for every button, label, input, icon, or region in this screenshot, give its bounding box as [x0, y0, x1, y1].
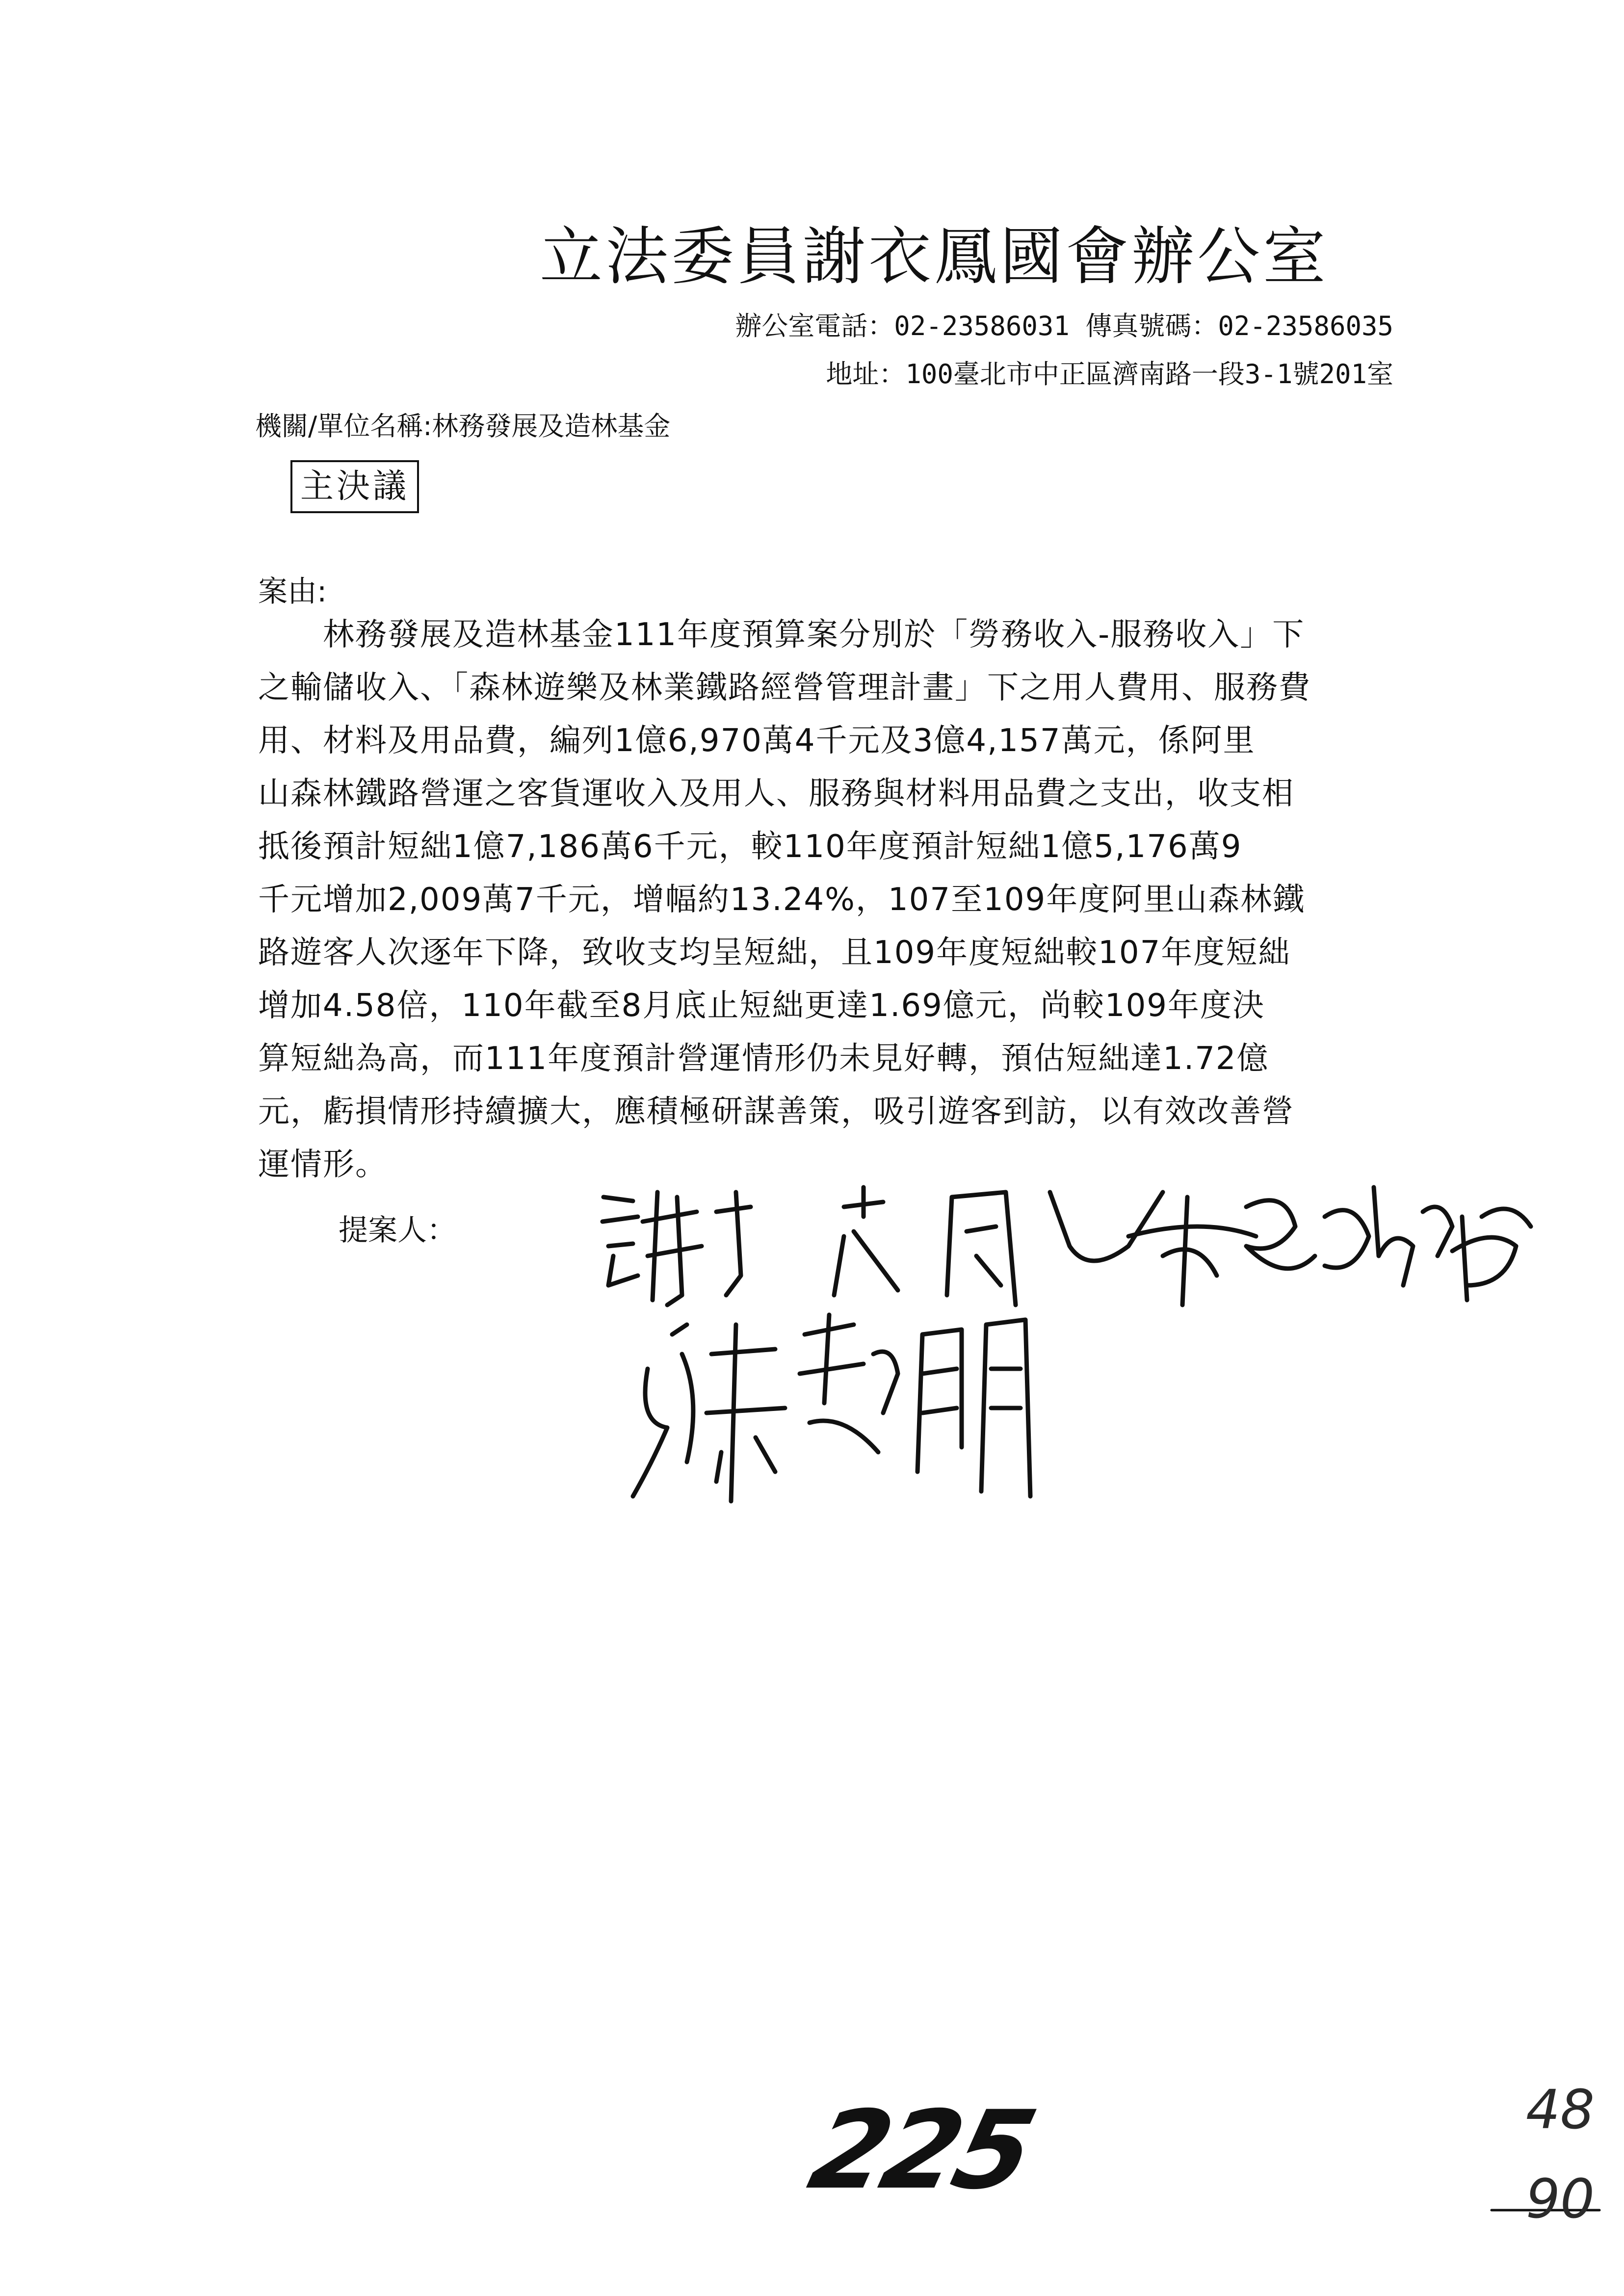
handwritten-corner-number-top: 48: [1526, 2078, 1595, 2141]
case-line: 抵後預計短絀1億7,186萬6千元，較110年度預計短絀1億5,176萬9: [258, 829, 1242, 865]
case-line: 路遊客人次逐年下降，致收支均呈短絀，且109年度短絀較107年度短絀: [258, 935, 1291, 971]
case-line: 元，虧損情形持續擴大，應積極研謀善策，吸引遊客到訪，以有效改善營: [258, 1094, 1294, 1130]
case-line: 增加4.58倍，110年截至8月底止短絀更達1.69億元，尚較109年度決: [258, 988, 1265, 1024]
handwritten-corner-number-struck: 90: [1526, 2167, 1595, 2230]
case-line: 千元增加2,009萬7千元，增幅約13.24%，107至109年度阿里山森林鐵: [258, 882, 1306, 918]
office-phone-fax: 辦公室電話：02-23586031 傳真號碼：02-23586035: [735, 311, 1393, 341]
handwritten-page-number: 225: [799, 2087, 1044, 2213]
decision-type-box: 主決議: [290, 460, 419, 513]
agency-name: 機關/單位名稱:林務發展及造林基金: [255, 411, 671, 442]
signature-1: [602, 1187, 1163, 1305]
case-line: 之輸儲收入、「森林遊樂及林業鐵路經營管理計畫」下之用人費用、服務費: [258, 670, 1311, 706]
case-line: 用、材料及用品費，編列1億6,970萬4千元及3億4,157萬元，係阿里: [258, 723, 1256, 759]
case-line: 算短絀為高，而111年度預計營運情形仍未見好轉，預估短絀達1.72億: [258, 1041, 1269, 1077]
case-heading: 案由:: [258, 574, 327, 609]
signature-2: [1128, 1187, 1531, 1305]
office-title: 立法委員謝衣鳳國會辦公室: [540, 220, 1329, 293]
case-line: 運情形。: [258, 1147, 388, 1183]
case-line: 山森林鐵路營運之客貨運收入及用人、服務與材料用品費之支出，收支相: [258, 776, 1294, 812]
proposer-label: 提案人：: [339, 1213, 456, 1248]
case-line: 林務發展及造林基金111年度預算案分別於「勞務收入-服務收入」下: [258, 617, 1305, 653]
case-body: [258, 608, 1387, 1191]
signature-3: [633, 1315, 1030, 1501]
office-address: 地址：100臺北市中正區濟南路一段3-1號201室: [826, 359, 1393, 390]
